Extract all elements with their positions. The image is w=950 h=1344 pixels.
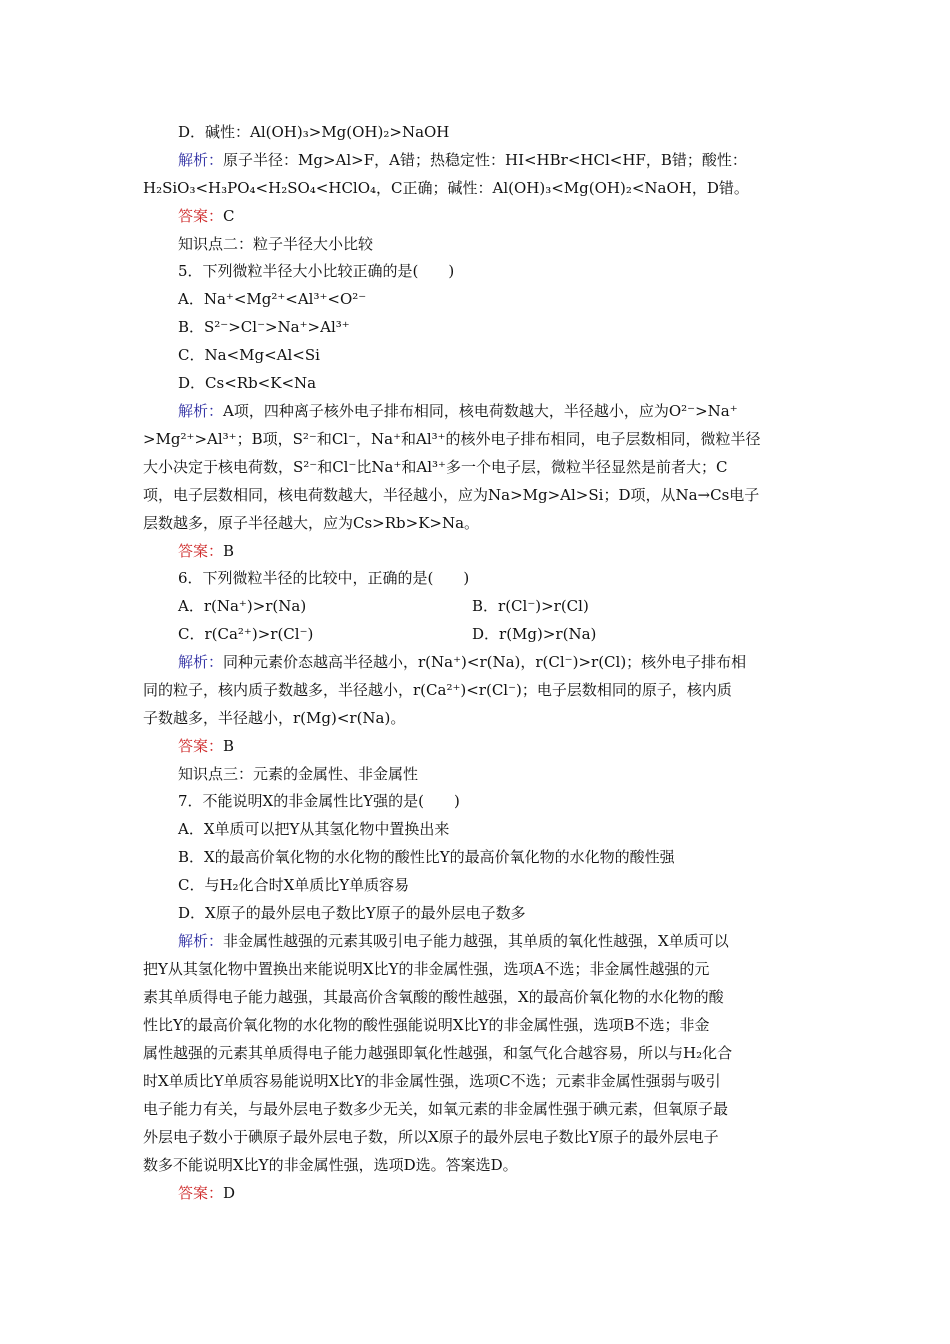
q6-analysis-line-2: 同的粒子，核内质子数越多，半径越小，r(Ca²⁺)<r(Cl⁻)；电子层数相同的原子，核内质: [143, 681, 732, 699]
q4-analysis-line-1: [178, 150, 747, 170]
analysis-label: 解析：: [178, 151, 224, 169]
q6-option-c: C．r(Ca²⁺)>r(Cl⁻): [178, 625, 314, 643]
q4-analysis-line-2: H₂SiO₃<H₃PO₄<H₂SO₄<HClO₄，C正确；碱性：Al(OH)₃<Mg(OH)₂<NaOH，D错。: [143, 179, 749, 197]
q7-analysis-line-4: 性比Y的最高价氧化物的水化物的酸性强能说明X比Y的非金属性强，选项B不选；非金: [143, 1016, 710, 1034]
q7-answer: [178, 1183, 235, 1203]
q5-analysis-line-2: >Mg²⁺>Al³⁺；B项，S²⁻和Cl⁻，Na⁺和Al³⁺的核外电子排布相同，电子层数相同，微粒半径: [143, 430, 761, 448]
analysis-label: 解析：: [178, 653, 224, 671]
q5-stem: 5．下列微粒半径大小比较正确的是( ): [178, 262, 455, 280]
answer-value: C: [223, 207, 235, 225]
q7-analysis-line-8: 外层电子数小于碘原子最外层电子数，所以X原子的最外层电子数比Y原子的最外层电子: [143, 1128, 719, 1146]
answer-value: B: [223, 737, 235, 755]
analysis-text: 原子半径：Mg>Al>F，A错；热稳定性：HI<HBr<HCl<HF，B错；酸性：: [223, 151, 747, 169]
q5-analysis-line-1: [178, 401, 738, 421]
q5-option-a: A．Na⁺<Mg²⁺<Al³⁺<O²⁻: [178, 290, 367, 308]
q6-analysis-line-1: [178, 652, 746, 672]
q7-analysis-line-1: [178, 931, 729, 951]
q6-stem: 6．下列微粒半径的比较中，正确的是( ): [178, 569, 470, 587]
q4-option-d: D．碱性：Al(OH)₃>Mg(OH)₂>NaOH: [178, 123, 450, 141]
analysis-text: 同种元素价态越高半径越小，r(Na⁺)<r(Na)，r(Cl⁻)>r(Cl)；核外电子排布相: [223, 653, 747, 671]
analysis-text: 非金属性越强的元素其吸引电子能力越强，其单质的氧化性越强，X单质可以: [223, 932, 729, 950]
section-2-title: 知识点二：粒子半径大小比较: [178, 235, 374, 253]
q7-option-a: A．X单质可以把Y从其氢化物中置换出来: [178, 820, 450, 838]
analysis-text: A项，四种离子核外电子排布相同，核电荷数越大，半径越小，应为O²⁻>Na⁺: [223, 402, 738, 420]
answer-label: 答案：: [178, 737, 224, 755]
q5-analysis-line-5: 层数越多，原子半径越大，应为Cs>Rb>K>Na。: [143, 514, 480, 532]
section-3-title: 知识点三：元素的金属性、非金属性: [178, 765, 419, 783]
q6-option-b: B．r(Cl⁻)>r(Cl): [472, 597, 589, 615]
q7-analysis-line-7: 电子能力有关，与最外层电子数多少无关，如氧元素的非金属性强于碘元素，但氧原子最: [143, 1100, 729, 1118]
q6-answer: [178, 736, 234, 756]
analysis-label: 解析：: [178, 932, 224, 950]
q5-option-c: C．Na<Mg<Al<Si: [178, 346, 320, 364]
answer-label: 答案：: [178, 207, 224, 225]
q7-option-c: C．与H₂化合时X单质比Y单质容易: [178, 876, 410, 894]
analysis-label: 解析：: [178, 402, 224, 420]
q5-analysis-line-4: 项，电子层数相同，核电荷数越大，半径越小，应为Na>Mg>Al>Si；D项，从Na→Cs电子: [143, 486, 760, 504]
q7-analysis-line-3: 素其单质得电子能力越强，其最高价含氧酸的酸性越强，X的最高价氧化物的水化物的酸: [143, 988, 724, 1006]
q6-option-d: D．r(Mg)>r(Na): [472, 625, 597, 643]
q6-analysis-line-3: 子数越多，半径越小，r(Mg)<r(Na)。: [143, 709, 406, 727]
q5-answer: [178, 541, 234, 561]
q5-option-d: D．Cs<Rb<K<Na: [178, 374, 317, 392]
q6-option-a: A．r(Na⁺)>r(Na): [178, 597, 307, 615]
answer-value: B: [223, 542, 235, 560]
q7-analysis-line-9: 数多不能说明X比Y的非金属性强，选项D选。答案选D。: [143, 1156, 518, 1174]
q7-option-d: D．X原子的最外层电子数比Y原子的最外层电子数多: [178, 904, 526, 922]
q7-analysis-line-2: 把Y从其氢化物中置换出来能说明X比Y的非金属性强，选项A不选；非金属性越强的元: [143, 960, 710, 978]
answer-value: D: [223, 1184, 236, 1202]
q7-option-b: B．X的最高价氧化物的水化物的酸性比Y的最高价氧化物的水化物的酸性强: [178, 848, 675, 866]
q7-stem: 7．不能说明X的非金属性比Y强的是( ): [178, 792, 460, 810]
q7-analysis-line-6: 时X单质比Y单质容易能说明X比Y的非金属性强，选项C不选；元素非金属性强弱与吸引: [143, 1072, 721, 1090]
answer-label: 答案：: [178, 542, 224, 560]
answer-label: 答案：: [178, 1184, 224, 1202]
q5-option-b: B．S²⁻>Cl⁻>Na⁺>Al³⁺: [178, 318, 350, 336]
q4-answer: [178, 206, 235, 226]
q7-analysis-line-5: 属性越强的元素其单质得电子能力越强即氧化性越强，和氢气化合越容易，所以与H₂化合: [143, 1044, 733, 1062]
q5-analysis-line-3: 大小决定于核电荷数，S²⁻和Cl⁻比Na⁺和Al³⁺多一个电子层，微粒半径显然是前者大；C: [143, 458, 728, 476]
